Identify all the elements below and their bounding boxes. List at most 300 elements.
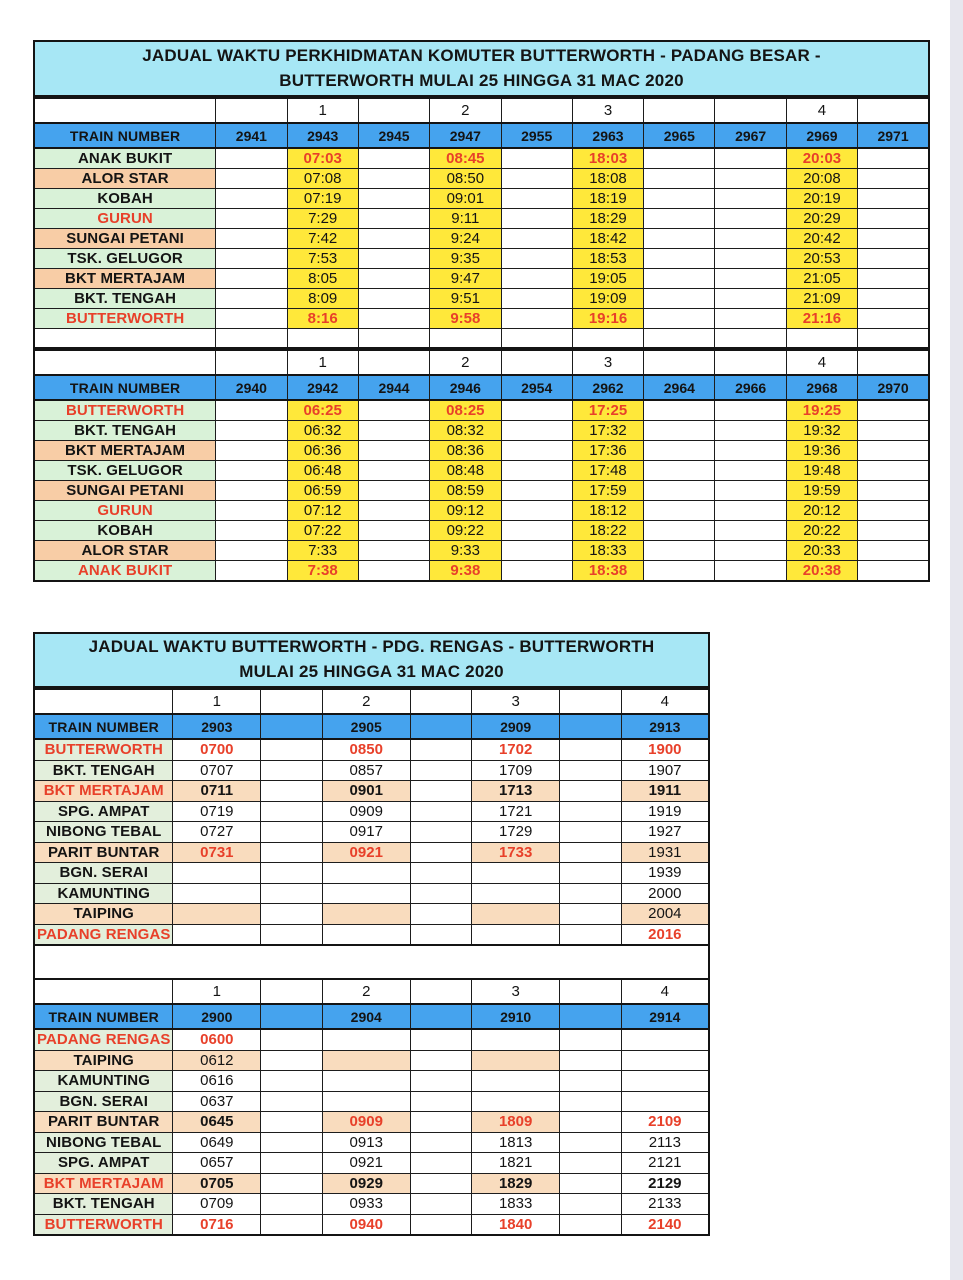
empty-time-cell <box>410 863 472 884</box>
empty-time-cell <box>410 739 472 760</box>
station-name-cell: TAIPING <box>34 904 173 925</box>
train-number-2964: 2964 <box>644 375 715 400</box>
train-number-2905: 2905 <box>322 714 410 739</box>
train-number-2965: 2965 <box>644 123 715 148</box>
train-number-2914: 2914 <box>621 1004 709 1029</box>
departure-time-cell: 06:32 <box>287 421 358 441</box>
train-number-2954: 2954 <box>501 375 572 400</box>
empty-time-cell <box>358 189 429 209</box>
departure-time-cell: 0940 <box>322 1214 410 1235</box>
service-group-label-4: 4 <box>786 350 857 375</box>
station-name-cell: PARIT BUNTAR <box>34 842 173 863</box>
empty-time-cell <box>410 842 472 863</box>
station-row <box>34 1173 709 1194</box>
departure-time-cell: 07:12 <box>287 501 358 521</box>
station-name-cell: BUTTERWORTH <box>34 1214 173 1235</box>
departure-time-cell: 2000 <box>621 883 709 904</box>
departure-time-cell: 0901 <box>322 781 410 802</box>
train-number-2955: 2955 <box>501 123 572 148</box>
empty-time-cell <box>715 521 786 541</box>
station-name-cell: BUTTERWORTH <box>34 309 216 329</box>
train-number-2913: 2913 <box>621 714 709 739</box>
train-number-empty-cell <box>560 714 622 739</box>
station-row <box>34 1132 709 1153</box>
train-number-2903: 2903 <box>173 714 261 739</box>
empty-time-cell <box>858 501 929 521</box>
train-number-2971: 2971 <box>858 123 929 148</box>
train-number-header: TRAIN NUMBER <box>34 1004 173 1029</box>
train-number-2968: 2968 <box>786 375 857 400</box>
station-row <box>34 189 929 209</box>
departure-time-cell: 0850 <box>322 739 410 760</box>
departure-time-cell: 0657 <box>173 1153 261 1174</box>
empty-time-cell <box>216 521 287 541</box>
group-empty-cell <box>34 689 173 714</box>
departure-time-cell: 07:22 <box>287 521 358 541</box>
empty-time-cell <box>858 421 929 441</box>
departure-time-cell: 9:11 <box>430 209 501 229</box>
empty-time-cell <box>858 309 929 329</box>
departure-time-cell: 2004 <box>621 904 709 925</box>
departure-time-cell: 0917 <box>322 822 410 843</box>
station-name-cell: BKT. TENGAH <box>34 289 216 309</box>
empty-time-cell <box>322 924 410 945</box>
photo-edge-strip <box>950 0 963 1280</box>
departure-time-cell: 07:19 <box>287 189 358 209</box>
empty-time-cell <box>560 1214 622 1235</box>
empty-time-cell <box>644 461 715 481</box>
empty-time-cell <box>560 1029 622 1050</box>
empty-time-cell <box>560 739 622 760</box>
empty-time-cell <box>358 481 429 501</box>
service-group-label-3: 3 <box>472 689 560 714</box>
empty-time-cell <box>715 421 786 441</box>
station-row <box>34 1153 709 1174</box>
departure-time-cell: 1927 <box>621 822 709 843</box>
empty-time-cell <box>501 400 572 421</box>
departure-time-cell: 20:08 <box>786 169 857 189</box>
station-row <box>34 400 929 421</box>
empty-time-cell <box>173 863 261 884</box>
empty-time-cell <box>560 781 622 802</box>
departure-time-cell: 1840 <box>472 1214 560 1235</box>
empty-time-cell <box>858 269 929 289</box>
departure-time-cell: 20:38 <box>786 561 857 582</box>
empty-time-cell <box>358 229 429 249</box>
empty-time-cell <box>322 863 410 884</box>
service-group-label-4: 4 <box>621 689 709 714</box>
departure-time-cell: 19:05 <box>572 269 643 289</box>
departure-time-cell: 09:22 <box>430 521 501 541</box>
departure-time-cell: 0909 <box>322 801 410 822</box>
station-name-cell: BGN. SERAI <box>34 1091 173 1112</box>
empty-time-cell <box>216 209 287 229</box>
empty-time-cell <box>322 883 410 904</box>
station-row <box>34 822 709 843</box>
empty-time-cell <box>410 1071 472 1092</box>
empty-time-cell <box>358 441 429 461</box>
station-name-cell: BKT. TENGAH <box>34 760 173 781</box>
departure-time-cell: 20:53 <box>786 249 857 269</box>
departure-time-cell: 1729 <box>472 822 560 843</box>
group-empty-cell <box>261 689 323 714</box>
empty-time-cell <box>715 249 786 269</box>
group-empty-cell <box>410 689 472 714</box>
empty-time-cell <box>216 148 287 169</box>
empty-time-cell <box>560 1050 622 1071</box>
empty-time-cell <box>644 541 715 561</box>
station-name-cell: BKT MERTAJAM <box>34 441 216 461</box>
station-row <box>34 521 929 541</box>
station-row <box>34 924 709 945</box>
empty-time-cell <box>322 1050 410 1071</box>
empty-time-cell <box>410 801 472 822</box>
empty-time-cell <box>358 561 429 582</box>
empty-time-cell <box>858 148 929 169</box>
departure-time-cell: 18:08 <box>572 169 643 189</box>
departure-time-cell: 19:25 <box>786 400 857 421</box>
departure-time-cell: 0645 <box>173 1112 261 1133</box>
departure-time-cell: 1911 <box>621 781 709 802</box>
train-number-2963: 2963 <box>572 123 643 148</box>
empty-time-cell <box>410 1153 472 1174</box>
empty-time-cell <box>216 461 287 481</box>
station-name-cell: PADANG RENGAS <box>34 924 173 945</box>
anak-bukit-to-butterworth-table <box>33 97 930 349</box>
empty-time-cell <box>501 561 572 582</box>
departure-time-cell: 18:12 <box>572 501 643 521</box>
station-name-cell: KAMUNTING <box>34 883 173 904</box>
empty-time-cell <box>173 904 261 925</box>
empty-time-cell <box>501 421 572 441</box>
departure-time-cell: 1939 <box>621 863 709 884</box>
departure-time-cell: 0913 <box>322 1132 410 1153</box>
train-number-header: TRAIN NUMBER <box>34 123 216 148</box>
departure-time-cell: 0719 <box>173 801 261 822</box>
group-empty-cell <box>644 98 715 123</box>
empty-time-cell <box>644 148 715 169</box>
empty-time-cell <box>410 822 472 843</box>
empty-time-cell <box>621 1071 709 1092</box>
empty-time-cell <box>644 400 715 421</box>
departure-time-cell: 07:08 <box>287 169 358 189</box>
empty-time-cell <box>501 541 572 561</box>
empty-time-cell <box>560 801 622 822</box>
empty-time-cell <box>472 1050 560 1071</box>
departure-time-cell: 20:03 <box>786 148 857 169</box>
departure-time-cell: 06:48 <box>287 461 358 481</box>
empty-time-cell <box>715 501 786 521</box>
train-number-2944: 2944 <box>358 375 429 400</box>
empty-time-cell <box>644 269 715 289</box>
empty-time-cell <box>715 309 786 329</box>
empty-time-cell <box>715 289 786 309</box>
departure-time-cell: 7:29 <box>287 209 358 229</box>
departure-time-cell: 19:09 <box>572 289 643 309</box>
departure-time-cell: 20:19 <box>786 189 857 209</box>
station-name-cell: TSK. GELUGOR <box>34 249 216 269</box>
train-number-2904: 2904 <box>322 1004 410 1029</box>
block2-title <box>33 632 710 688</box>
train-number-empty-cell <box>410 1004 472 1029</box>
departure-time-cell: 20:12 <box>786 501 857 521</box>
empty-time-cell <box>644 501 715 521</box>
empty-time-cell <box>410 1091 472 1112</box>
station-name-cell: GURUN <box>34 501 216 521</box>
group-empty-cell <box>560 689 622 714</box>
station-name-cell: BKT MERTAJAM <box>34 1173 173 1194</box>
spacer-cell <box>644 329 715 349</box>
group-empty-cell <box>501 350 572 375</box>
empty-time-cell <box>261 842 323 863</box>
empty-time-cell <box>560 760 622 781</box>
departure-time-cell: 07:03 <box>287 148 358 169</box>
station-row <box>34 1029 709 1050</box>
empty-time-cell <box>216 189 287 209</box>
station-name-cell: SUNGAI PETANI <box>34 481 216 501</box>
empty-time-cell <box>261 924 323 945</box>
empty-time-cell <box>358 461 429 481</box>
station-row <box>34 1050 709 1071</box>
empty-time-cell <box>472 924 560 945</box>
departure-time-cell: 9:58 <box>430 309 501 329</box>
group-empty-cell <box>410 979 472 1004</box>
empty-time-cell <box>322 1029 410 1050</box>
block1-title-line1: JADUAL WAKTU PERKHIDMATAN KOMUTER BUTTERWORTH - PADANG BESAR - <box>142 45 821 65</box>
empty-time-cell <box>715 441 786 461</box>
empty-time-cell <box>410 1050 472 1071</box>
spacer-cell <box>34 329 216 349</box>
empty-time-cell <box>715 148 786 169</box>
departure-time-cell: 1809 <box>472 1112 560 1133</box>
departure-time-cell: 0637 <box>173 1091 261 1112</box>
empty-time-cell <box>560 904 622 925</box>
empty-time-cell <box>410 1112 472 1133</box>
empty-time-cell <box>501 189 572 209</box>
departure-time-cell: 9:38 <box>430 561 501 582</box>
empty-time-cell <box>644 189 715 209</box>
empty-time-cell <box>501 309 572 329</box>
empty-time-cell <box>560 1153 622 1174</box>
train-number-2942: 2942 <box>287 375 358 400</box>
empty-time-cell <box>560 883 622 904</box>
train-number-header: TRAIN NUMBER <box>34 375 216 400</box>
departure-time-cell: 0616 <box>173 1071 261 1092</box>
departure-time-cell: 9:51 <box>430 289 501 309</box>
station-name-cell: KOBAH <box>34 521 216 541</box>
empty-time-cell <box>715 169 786 189</box>
departure-time-cell: 19:48 <box>786 461 857 481</box>
empty-time-cell <box>216 229 287 249</box>
empty-time-cell <box>358 148 429 169</box>
station-row <box>34 1214 709 1235</box>
empty-time-cell <box>410 1173 472 1194</box>
departure-time-cell: 06:36 <box>287 441 358 461</box>
empty-time-cell <box>560 1091 622 1112</box>
departure-time-cell: 18:19 <box>572 189 643 209</box>
station-name-cell: KOBAH <box>34 189 216 209</box>
departure-time-cell: 20:29 <box>786 209 857 229</box>
spacer-cell <box>501 329 572 349</box>
service-group-label-2: 2 <box>322 979 410 1004</box>
departure-time-cell: 7:33 <box>287 541 358 561</box>
empty-time-cell <box>472 1091 560 1112</box>
empty-time-cell <box>644 481 715 501</box>
train-number-2969: 2969 <box>786 123 857 148</box>
empty-time-cell <box>644 229 715 249</box>
departure-time-cell: 7:42 <box>287 229 358 249</box>
empty-time-cell <box>216 400 287 421</box>
station-name-cell: KAMUNTING <box>34 1071 173 1092</box>
train-number-empty-cell <box>410 714 472 739</box>
departure-time-cell: 0921 <box>322 1153 410 1174</box>
empty-time-cell <box>621 1050 709 1071</box>
station-name-cell: BKT MERTAJAM <box>34 269 216 289</box>
train-number-2940: 2940 <box>216 375 287 400</box>
departure-time-cell: 2133 <box>621 1194 709 1215</box>
empty-time-cell <box>501 249 572 269</box>
departure-time-cell: 1833 <box>472 1194 560 1215</box>
empty-time-cell <box>261 760 323 781</box>
empty-time-cell <box>560 1194 622 1215</box>
group-empty-cell <box>560 979 622 1004</box>
empty-time-cell <box>472 1071 560 1092</box>
station-row <box>34 760 709 781</box>
departure-time-cell: 17:32 <box>572 421 643 441</box>
block1-title-line2: BUTTERWORTH MULAI 25 HINGGA 31 MAC 2020 <box>279 70 684 90</box>
group-empty-cell <box>358 98 429 123</box>
empty-time-cell <box>358 521 429 541</box>
empty-time-cell <box>261 883 323 904</box>
empty-time-cell <box>216 481 287 501</box>
station-row <box>34 421 929 441</box>
empty-time-cell <box>560 1112 622 1133</box>
empty-time-cell <box>358 169 429 189</box>
empty-time-cell <box>644 209 715 229</box>
departure-time-cell: 8:05 <box>287 269 358 289</box>
departure-time-cell: 17:59 <box>572 481 643 501</box>
departure-time-cell: 0700 <box>173 739 261 760</box>
empty-time-cell <box>261 904 323 925</box>
empty-time-cell <box>261 1173 323 1194</box>
empty-time-cell <box>858 541 929 561</box>
empty-time-cell <box>216 561 287 582</box>
station-name-cell: BUTTERWORTH <box>34 400 216 421</box>
station-name-cell: BKT. TENGAH <box>34 421 216 441</box>
station-row <box>34 289 929 309</box>
empty-time-cell <box>322 1091 410 1112</box>
empty-time-cell <box>715 461 786 481</box>
table-gap-box <box>33 946 710 978</box>
empty-time-cell <box>410 1214 472 1235</box>
departure-time-cell: 0612 <box>173 1050 261 1071</box>
empty-time-cell <box>501 521 572 541</box>
train-number-2945: 2945 <box>358 123 429 148</box>
empty-time-cell <box>858 521 929 541</box>
station-row <box>34 904 709 925</box>
group-empty-cell <box>261 979 323 1004</box>
service-group-label-3: 3 <box>572 350 643 375</box>
empty-time-cell <box>261 822 323 843</box>
departure-time-cell: 1713 <box>472 781 560 802</box>
train-number-2946: 2946 <box>430 375 501 400</box>
empty-time-cell <box>410 781 472 802</box>
empty-time-cell <box>560 863 622 884</box>
departure-time-cell: 08:45 <box>430 148 501 169</box>
station-row <box>34 801 709 822</box>
group-empty-cell <box>501 98 572 123</box>
departure-time-cell: 18:53 <box>572 249 643 269</box>
station-row <box>34 561 929 582</box>
departure-time-cell: 1829 <box>472 1173 560 1194</box>
station-name-cell: PARIT BUNTAR <box>34 1112 173 1133</box>
empty-time-cell <box>358 289 429 309</box>
empty-time-cell <box>715 400 786 421</box>
empty-time-cell <box>322 1071 410 1092</box>
empty-time-cell <box>501 148 572 169</box>
empty-time-cell <box>261 739 323 760</box>
empty-time-cell <box>216 249 287 269</box>
station-name-cell: SPG. AMPAT <box>34 801 173 822</box>
departure-time-cell: 1907 <box>621 760 709 781</box>
empty-time-cell <box>644 561 715 582</box>
empty-time-cell <box>560 822 622 843</box>
empty-time-cell <box>560 1173 622 1194</box>
station-name-cell: SUNGAI PETANI <box>34 229 216 249</box>
empty-time-cell <box>261 863 323 884</box>
departure-time-cell: 8:16 <box>287 309 358 329</box>
station-row <box>34 863 709 884</box>
group-empty-cell <box>34 350 216 375</box>
train-number-2941: 2941 <box>216 123 287 148</box>
station-row <box>34 209 929 229</box>
departure-time-cell: 0857 <box>322 760 410 781</box>
departure-time-cell: 21:09 <box>786 289 857 309</box>
service-group-label-2: 2 <box>322 689 410 714</box>
spacer-row <box>34 329 929 349</box>
train-number-2966: 2966 <box>715 375 786 400</box>
departure-time-cell: 7:53 <box>287 249 358 269</box>
departure-time-cell: 0929 <box>322 1173 410 1194</box>
departure-time-cell: 2113 <box>621 1132 709 1153</box>
departure-time-cell: 9:47 <box>430 269 501 289</box>
station-name-cell: BGN. SERAI <box>34 863 173 884</box>
block2-title-line2: MULAI 25 HINGGA 31 MAC 2020 <box>239 662 504 681</box>
station-row <box>34 501 929 521</box>
empty-time-cell <box>358 541 429 561</box>
empty-time-cell <box>173 924 261 945</box>
train-number-2947: 2947 <box>430 123 501 148</box>
station-row <box>34 309 929 329</box>
empty-time-cell <box>621 1091 709 1112</box>
empty-time-cell <box>358 249 429 269</box>
empty-time-cell <box>560 1132 622 1153</box>
departure-time-cell: 09:01 <box>430 189 501 209</box>
departure-time-cell: 18:29 <box>572 209 643 229</box>
departure-time-cell: 1931 <box>621 842 709 863</box>
empty-time-cell <box>715 481 786 501</box>
station-row <box>34 481 929 501</box>
empty-time-cell <box>644 441 715 461</box>
departure-time-cell: 18:42 <box>572 229 643 249</box>
empty-time-cell <box>261 1153 323 1174</box>
empty-time-cell <box>216 541 287 561</box>
empty-time-cell <box>261 1029 323 1050</box>
empty-time-cell <box>261 781 323 802</box>
empty-time-cell <box>261 1214 323 1235</box>
departure-time-cell: 08:59 <box>430 481 501 501</box>
departure-time-cell: 8:09 <box>287 289 358 309</box>
